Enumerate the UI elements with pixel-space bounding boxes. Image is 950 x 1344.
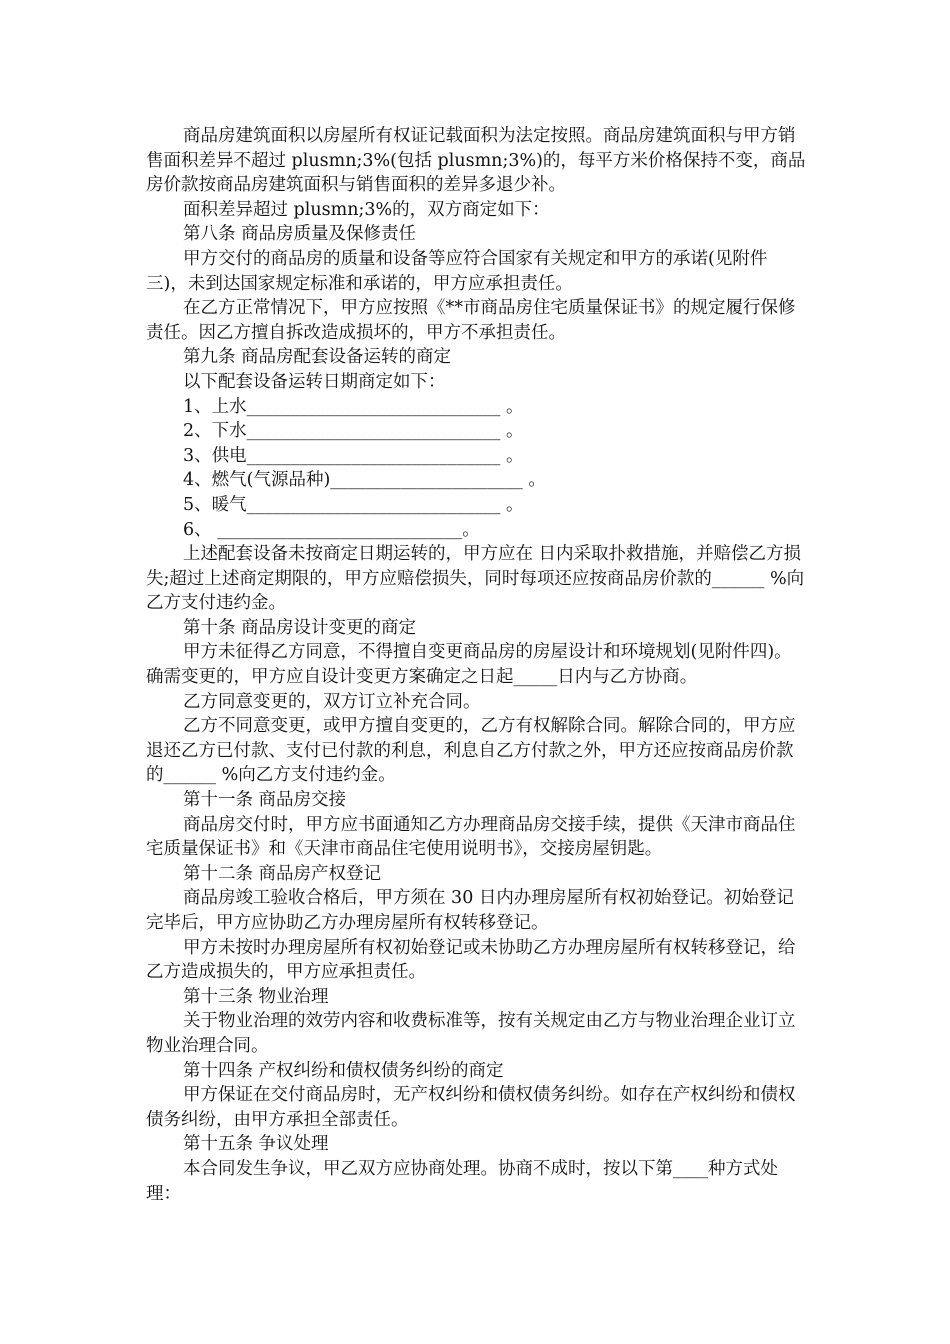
paragraph-area-rule: 商品房建筑面积以房屋所有权证记载面积为法定按照。商品房建筑面积与甲方销售面积差异不超过 plusmn;3%(包括 plusmn;3%)的，每平方米价格保持不变，商品房价款按商品房建筑面积与销售面积的差异多退少补。: [146, 126, 806, 196]
paragraph-warranty: 在乙方正常情况下，甲方应按照《**市商品房住宅质量保证书》的规定履行保修责任。因乙方擅自拆改造成损坏的，甲方不承担责任。: [146, 298, 796, 343]
paragraph-property-mgmt: 关于物业治理的效劳内容和收费标准等，按有关规定由乙方与物业治理企业订立物业治理合同。: [146, 1011, 796, 1056]
paragraph-change-agree: 乙方同意变更的，双方订立补充合同。: [183, 691, 481, 712]
facility-item-other: 6、 ____________________________。: [183, 519, 480, 540]
paragraph-registration: 商品房竣工验收合格后，甲方须在 30 日内办理房屋所有权初始登记。初始登记完毕后，甲方应协助乙方办理房屋所有权转移登记。: [146, 888, 794, 933]
paragraph-registration-liability: 甲方未按时办理房屋所有权初始登记或未协助乙方办理房屋所有权转移登记，给乙方造成损失的，甲方应承担责任。: [146, 937, 796, 983]
facility-item-power: 3、供电_____________________________ 。: [183, 445, 524, 466]
article-9-heading: 第九条 商品房配套设备运转的商定: [183, 347, 452, 368]
paragraph-design-change: 甲方未征得乙方同意，不得擅自变更商品房的房屋设计和环境规划(见附件四)。确需变更的，甲方应自设计变更方案确定之日起_____日内与乙方协商。: [146, 642, 792, 688]
facility-item-heating: 5、暖气_____________________________ 。: [183, 494, 524, 515]
article-14-heading: 第十四条 产权纠纷和债权债务纠纷的商定: [183, 1060, 504, 1081]
paragraph-dispute-resolution: 本合同发生争议，甲乙双方应协商处理。协商不成时，按以下第____种方式处理：: [146, 1158, 778, 1204]
paragraph-area-diff: 面积差异超过 plusmn;3%的，双方商定如下：: [183, 199, 550, 220]
article-13-heading: 第十三条 物业治理: [183, 986, 329, 1007]
paragraph-handover: 商品房交付时，甲方应书面通知乙方办理商品房交接手续，提供《天津市商品住宅质量保证书》和《天津市商品住宅使用说明书》，交接房屋钥匙。: [146, 814, 796, 860]
article-10-heading: 第十条 商品房设计变更的商定: [183, 617, 417, 638]
facility-item-water-supply: 1、上水_____________________________ 。: [183, 396, 524, 417]
facility-item-gas: 4、燃气(气源品种)______________________ 。: [183, 470, 546, 491]
article-8-heading: 第八条 商品房质量及保修责任: [183, 224, 417, 245]
article-15-heading: 第十五条 争议处理: [183, 1134, 329, 1155]
paragraph-disputes-guarantee: 甲方保证在交付商品房时，无产权纠纷和债权债务纠纷。如存在产权纠纷和债权债务纠纷，由甲方承担全部责任。: [146, 1085, 796, 1130]
document-body: [146, 124, 806, 1206]
paragraph-change-disagree: 乙方不同意变更，或甲方擅自变更的，乙方有权解除合同。解除合同的，甲方应退还乙方已付款、支付已付款的利息，利息自乙方付款之外，甲方还应按商品房价款的______ %向乙方支付违约金。: [146, 716, 796, 786]
article-11-heading: 第十一条 商品房交接: [183, 790, 347, 811]
paragraph-facility-intro: 以下配套设备运转日期商定如下：: [183, 371, 446, 392]
facility-item-drainage: 2、下水_____________________________ 。: [183, 421, 524, 442]
paragraph-facility-penalty: 上述配套设备未按商定日期运转的，甲方应在 日内采取扑救措施，并赔偿乙方损失;超过上述商定期限的，甲方应赔偿损失，同时每项还应按商品房价款的______ %向乙方支付违约金。: [146, 544, 805, 614]
paragraph-quality: 甲方交付的商品房的质量和设备等应符合国家有关规定和甲方的承诺(见附件三)，未到达国家规定标准和承诺的，甲方应承担责任。: [146, 248, 768, 294]
article-12-heading: 第十二条 商品房产权登记: [183, 863, 382, 884]
